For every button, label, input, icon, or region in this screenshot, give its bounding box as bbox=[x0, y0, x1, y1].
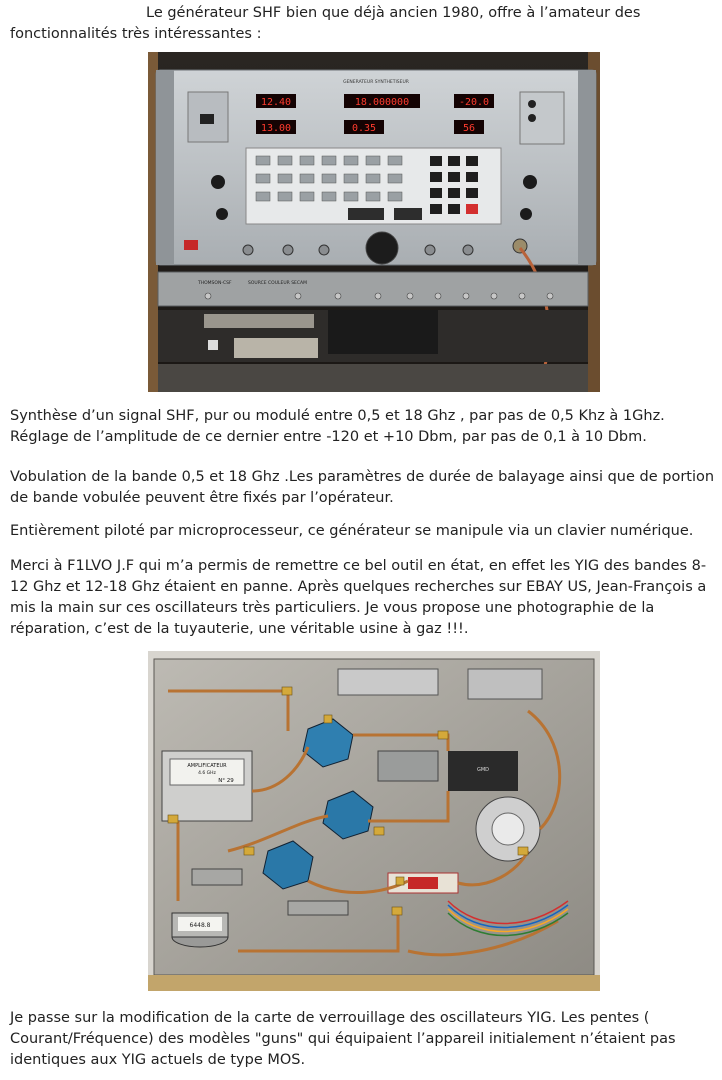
intro-paragraph bbox=[10, 3, 715, 45]
paragraph-thanks: Merci à F1LVO J.F qui m’a permis de remettre ce bel outil en état, en effet les YIG des bandes 8-12 Ghz et 12-18 Ghz étaient en panne. Après quelques recherches sur EBAY US, Jean-François a mis la main sur ces oscillateurs très particuliers. Je vous propose une photographie de la réparation, c’est de la tuyauterie, une véritable usine à gaz !!!. bbox=[10, 558, 707, 637]
paragraph-synthesis: Synthèse d’un signal SHF, pur ou modulé entre 0,5 et 18 Ghz , par pas de 0,5 Khz à 1Ghz. Réglage de l’amplitude de ce dernier entre -120 et +10 Dbm, par pas de 0,1 à 10 Dbm. bbox=[10, 408, 665, 445]
intro-text: Le générateur SHF bien que déjà ancien 1980, offre à l’amateur des fonctionnalités très intéressantes : bbox=[10, 5, 641, 42]
panel-title: GENERATEUR SYNTHETISEUR bbox=[343, 80, 409, 85]
display-freq-high: 13.00 bbox=[260, 123, 292, 134]
display-freq-low: 12.40 bbox=[260, 97, 292, 108]
amplifier-label-1: AMPLIFICATEUR bbox=[187, 763, 227, 769]
display-sweep: 56 bbox=[462, 123, 476, 134]
amplifier-label-3: N° 29 bbox=[218, 778, 234, 784]
repair-photo-image bbox=[148, 651, 600, 991]
display-level: -20.0 bbox=[458, 97, 490, 108]
paragraph-closing: Je passe sur la modification de la carte de verrouillage des oscillateurs YIG. Les pentes ( Courant/Fréquence) des modèles "guns" qui équipaient l’appareil initialement n’étaient pas identiques aux YIG actuels de type MOS. bbox=[10, 1010, 676, 1068]
rack-label: SOURCE COULEUR SECAM bbox=[248, 281, 307, 286]
repair-photo bbox=[148, 651, 600, 991]
display-step: 0.35 bbox=[351, 123, 377, 134]
component-sticker: 6448.8 bbox=[189, 922, 211, 929]
amplifier-label-2: 4.6 GHz bbox=[198, 771, 216, 776]
paragraph-microprocessor: Entièrement piloté par microprocesseur, ce générateur se manipule via un clavier numérique. bbox=[10, 523, 694, 539]
paragraph-sweep: Vobulation de la bande 0,5 et 18 Ghz .Les paramètres de durée de balayage ainsi que de portion de bande vobulée peuvent être fixés par l’opérateur. bbox=[10, 469, 715, 506]
display-frequency: 18.000000 bbox=[354, 97, 410, 108]
generator-photo-image bbox=[148, 52, 600, 392]
svg-text:GMD: GMD bbox=[476, 767, 490, 773]
generator-photo bbox=[148, 52, 600, 392]
rack-brand: THOMSON-CSF bbox=[198, 281, 232, 286]
